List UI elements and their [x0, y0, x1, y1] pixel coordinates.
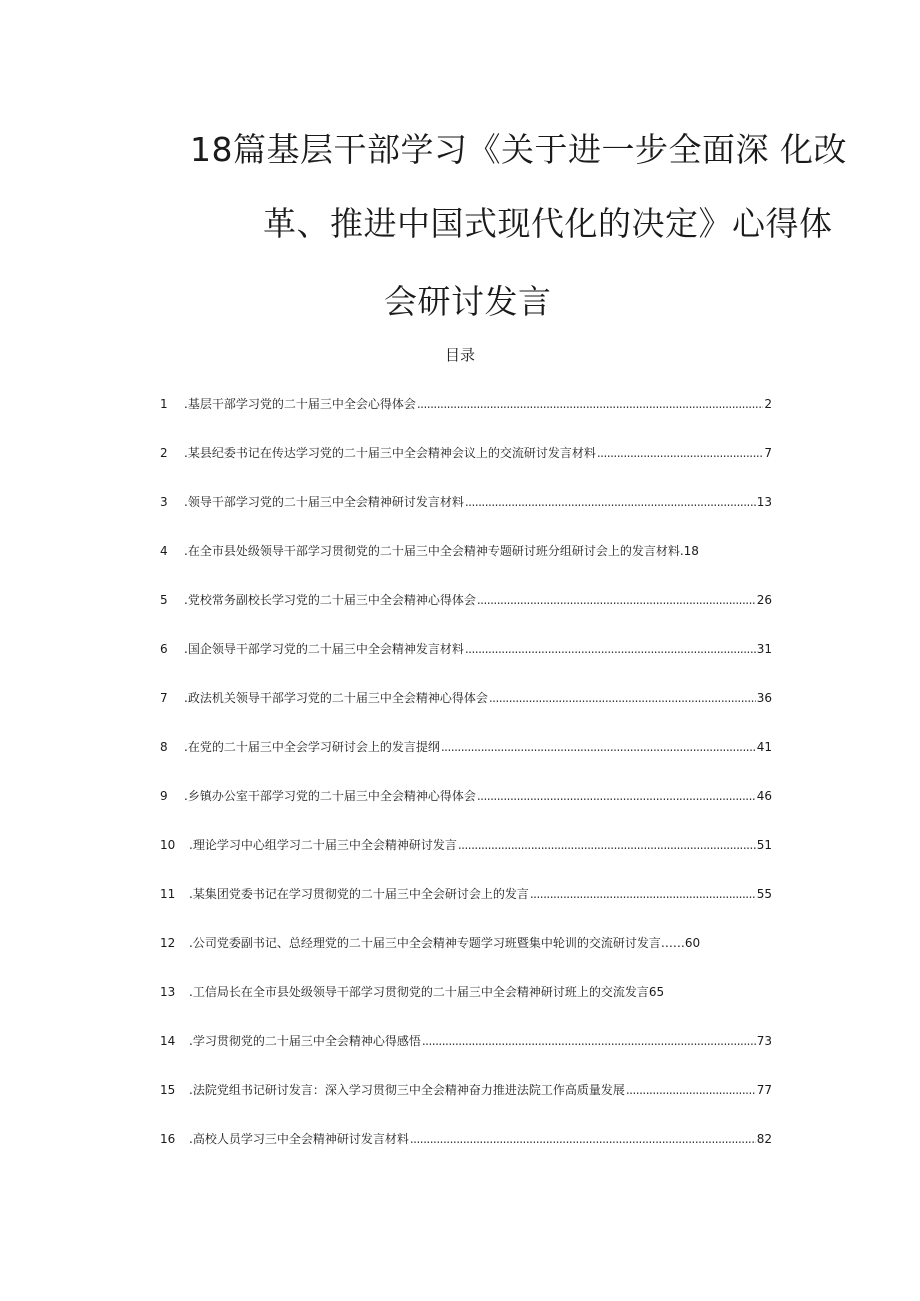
- toc-entry[interactable]: [160, 835, 772, 884]
- toc-entry[interactable]: [160, 590, 772, 639]
- toc-entry-number: 2: [160, 446, 168, 460]
- toc-entry-title: .学习贯彻党的二十届三中全会精神心得感悟: [189, 1034, 421, 1048]
- toc-entry[interactable]: [160, 1080, 772, 1129]
- toc-page-number: 13: [756, 495, 772, 509]
- toc-dot-leader: [477, 590, 756, 610]
- toc-entry[interactable]: [160, 982, 772, 1031]
- toc-entry-number: 12: [160, 936, 176, 950]
- toc-entry[interactable]: [160, 884, 772, 933]
- toc-dot-leader: [530, 884, 756, 904]
- toc-entry[interactable]: [160, 1031, 772, 1080]
- toc-page-number: 51: [756, 838, 772, 852]
- toc-page-number: 31: [756, 642, 772, 656]
- toc-entry-number: 8: [160, 740, 168, 754]
- toc-dot-leader: [410, 1129, 756, 1149]
- toc-page-number: 65: [648, 985, 665, 999]
- toc-entry-title: .在党的二十届三中全会学习研讨会上的发言提纲: [184, 740, 440, 754]
- toc-entry-number: 13: [160, 985, 176, 999]
- toc-page-number: 60: [684, 936, 701, 950]
- toc-entry[interactable]: [160, 492, 772, 541]
- toc-entry-number: 6: [160, 642, 168, 656]
- toc-entry[interactable]: [160, 688, 772, 737]
- toc-dot-leader: [422, 1031, 756, 1051]
- toc-page-number: 41: [756, 740, 772, 754]
- toc-entry-title: .法院党组书记研讨发言：深入学习贯彻三中全会精神奋力推进法院工作高质量发展: [189, 1083, 625, 1097]
- toc-entry-title: .基层干部学习党的二十届三中全会心得体会: [184, 397, 416, 411]
- toc-entry[interactable]: [160, 443, 772, 492]
- toc-entry[interactable]: [160, 639, 772, 688]
- toc-entry-title: .某县纪委书记在传达学习党的二十届三中全会精神会议上的交流研讨发言材料: [184, 446, 596, 460]
- toc-entry-number: 10: [160, 838, 176, 852]
- toc-entry-number: 14: [160, 1034, 176, 1048]
- toc-entry-number: 3: [160, 495, 168, 509]
- toc-entry[interactable]: [160, 541, 772, 590]
- toc-entry-title: .党校常务副校长学习党的二十届三中全会精神心得体会: [184, 593, 476, 607]
- toc-entry-title: .工信局长在全市县处级领导干部学习贯彻党的二十届三中全会精神研讨班上的交流发言: [189, 985, 649, 999]
- toc-page-number: 26: [756, 593, 772, 607]
- toc-page-number: 46: [756, 789, 772, 803]
- toc-entry-title: .乡镇办公室干部学习党的二十届三中全会精神心得体会: [184, 789, 476, 803]
- toc-page-number: 2: [764, 397, 772, 411]
- toc-entry-number: 15: [160, 1083, 176, 1097]
- toc-entry[interactable]: [160, 394, 772, 443]
- toc-dot-leader: [597, 443, 764, 463]
- toc-dot-leader: [489, 688, 756, 708]
- toc-entry-title: .国企领导干部学习党的二十届三中全会精神发言材料: [184, 642, 464, 656]
- table-of-contents: [160, 394, 772, 1178]
- toc-page-number: 73: [756, 1034, 772, 1048]
- toc-dot-leader: [417, 394, 764, 414]
- toc-entry-number: 4: [160, 544, 168, 558]
- toc-dot-leader: [626, 1080, 756, 1100]
- document-title-line-2: 革、推进中国式现代化的决定》心得体: [263, 204, 833, 243]
- toc-dot-leader: [458, 835, 756, 855]
- toc-entry-title: .在全市县处级领导干部学习贯彻党的二十届三中全会精神专题研讨班分组研讨会上的发言材料.: [184, 544, 684, 558]
- toc-dot-leader: [465, 639, 756, 659]
- toc-page-number: 18: [683, 544, 699, 558]
- toc-entry-title: .理论学习中心组学习二十届三中全会精神研讨发言: [189, 838, 457, 852]
- toc-entry[interactable]: [160, 786, 772, 835]
- toc-entry-number: 16: [160, 1132, 176, 1146]
- toc-page-number: 77: [756, 1083, 772, 1097]
- toc-entry-number: 1: [160, 397, 168, 411]
- toc-entry-number: 5: [160, 593, 168, 607]
- toc-entry-number: 7: [160, 691, 168, 705]
- document-title-line-3: 会研讨发言: [384, 282, 552, 321]
- toc-dot-leader: [441, 737, 756, 757]
- toc-page-number: 7: [764, 446, 772, 460]
- document-title-line-1: 18篇基层干部学习《关于进一步全面深 化改: [190, 130, 847, 169]
- toc-entry-title: .高校人员学习三中全会精神研讨发言材料: [189, 1132, 409, 1146]
- toc-heading: 目录: [445, 346, 476, 364]
- toc-dot-leader: [477, 786, 756, 806]
- toc-entry-number: 9: [160, 789, 168, 803]
- toc-entry[interactable]: [160, 933, 772, 982]
- toc-entry[interactable]: [160, 737, 772, 786]
- toc-dot-leader: [465, 492, 756, 512]
- toc-entry-title: .公司党委副书记、总经理党的二十届三中全会精神专题学习班暨集中轮训的交流研讨发言……: [189, 936, 685, 950]
- toc-page-number: 36: [756, 691, 772, 705]
- toc-entry-number: 11: [160, 887, 176, 901]
- toc-entry-title: .领导干部学习党的二十届三中全会精神研讨发言材料: [184, 495, 464, 509]
- toc-page-number: 82: [756, 1132, 772, 1146]
- toc-page-number: 55: [756, 887, 772, 901]
- toc-entry-title: .某集团党委书记在学习贯彻党的二十届三中全会研讨会上的发言: [189, 887, 529, 901]
- toc-entry[interactable]: [160, 1129, 772, 1178]
- toc-entry-title: .政法机关领导干部学习党的二十届三中全会精神心得体会: [184, 691, 488, 705]
